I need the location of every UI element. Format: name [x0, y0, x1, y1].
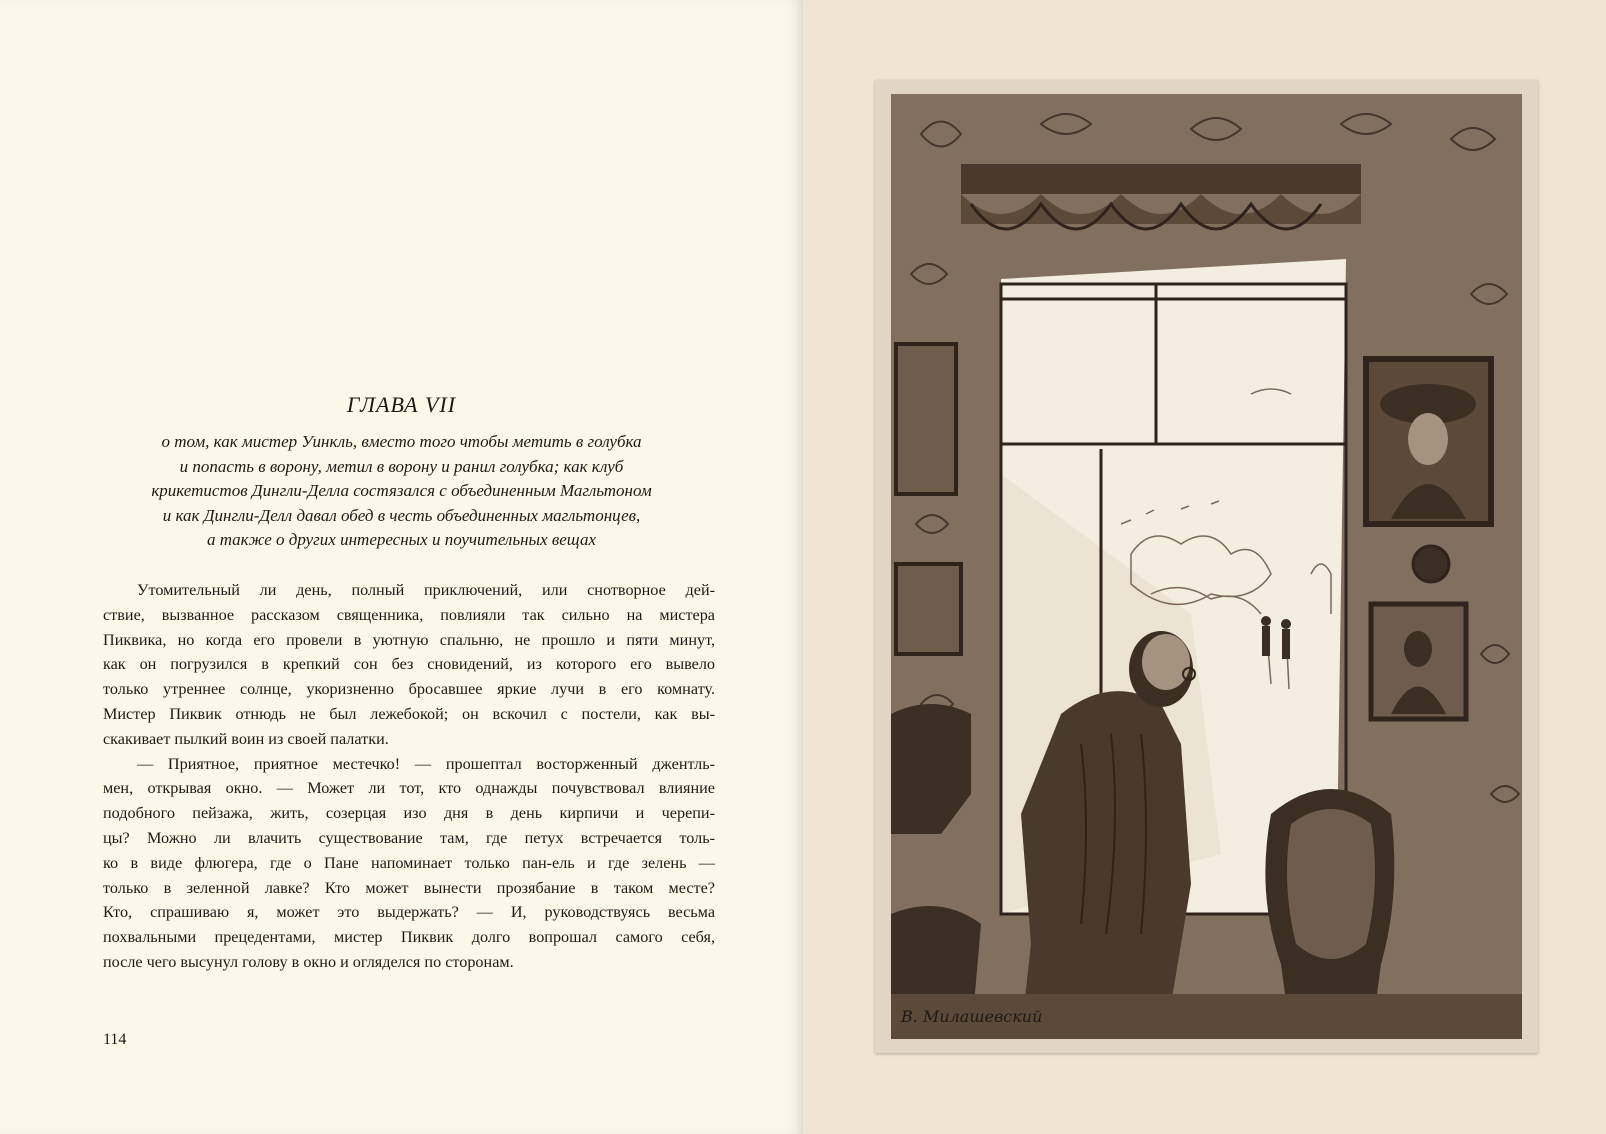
body-line: только утреннее солнце, укоризненно бросавшее яркие лучи в его комнату.	[103, 680, 715, 699]
body-line: как он погрузился в крепкий сон без сновидений, из которого его вывело	[103, 655, 715, 674]
body-line: Утомительный ли день, полный приключений, или снотворное дей-	[137, 581, 715, 599]
page-number: 114	[103, 1031, 127, 1048]
right-page	[803, 0, 1606, 1134]
body-line: Пиквика, но когда его провели в уютную спальню, не прошло и пяти минут,	[103, 630, 715, 649]
summary-line: и как Дингли-Делл давал обед в честь объединенных магльтонцев,	[162, 505, 641, 525]
body-line: мен, открывая окно. — Может ли тот, кто однажды почувствовал влияние	[103, 779, 715, 798]
illustration-signature: В. Милашевский	[901, 1007, 1043, 1026]
summary-line: о том, как мистер Уинкль, вместо того чтобы метить в голубка	[161, 432, 642, 451]
body-line: — Приятное, приятное местечко! — прошептал восторженный джентль-	[137, 754, 715, 773]
body-line: после чего высунул голову в окно и огляделся по сторонам.	[103, 952, 514, 971]
body-line: только в зеленной лавке? Кто может вынести прозябание в таком месте?	[103, 878, 715, 897]
body-line: подобного пейзажа, жить, созерцая изо дня в день кирпичи и черепи-	[103, 804, 715, 823]
body-line: цы? Можно ли влачить существование там, где петух встречается толь-	[103, 828, 715, 847]
chapter-summary	[70, 430, 733, 553]
illustration-man-at-window	[891, 94, 1522, 1039]
body-line: Кто, спрашиваю я, может это выдержать? — И, руководствуясь весьма	[103, 903, 715, 922]
summary-line: а также о других интересных и поучительных вещах	[206, 530, 597, 549]
body-line: ко в виде флюгера, где о Пане напоминает только пан-ель и где зелень —	[103, 853, 715, 872]
body-line: Мистер Пиквик отнюдь не был лежебокой; он вскочил с постели, как вы-	[103, 704, 715, 723]
body-line: ствие, вызванное рассказом священника, повлияли так сильно на мистера	[103, 605, 715, 624]
chapter-title: ГЛАВА VII	[346, 392, 457, 417]
summary-line: крикетистов Дингли-Делла состязался с объединенным Магльтоном	[151, 481, 652, 500]
illustration-mount	[875, 80, 1538, 1053]
body-line: скакивает пылкий воин из своей палатки.	[103, 729, 389, 748]
body-line: похвальными прецедентами, мистер Пиквик долго вопрошал самого себя,	[103, 928, 715, 947]
ink-wash-drawing	[891, 94, 1522, 1039]
summary-line: и попасть в ворону, метил в ворону и ранил голубка; как клуб	[179, 456, 624, 476]
chapter-body-text	[103, 578, 715, 975]
